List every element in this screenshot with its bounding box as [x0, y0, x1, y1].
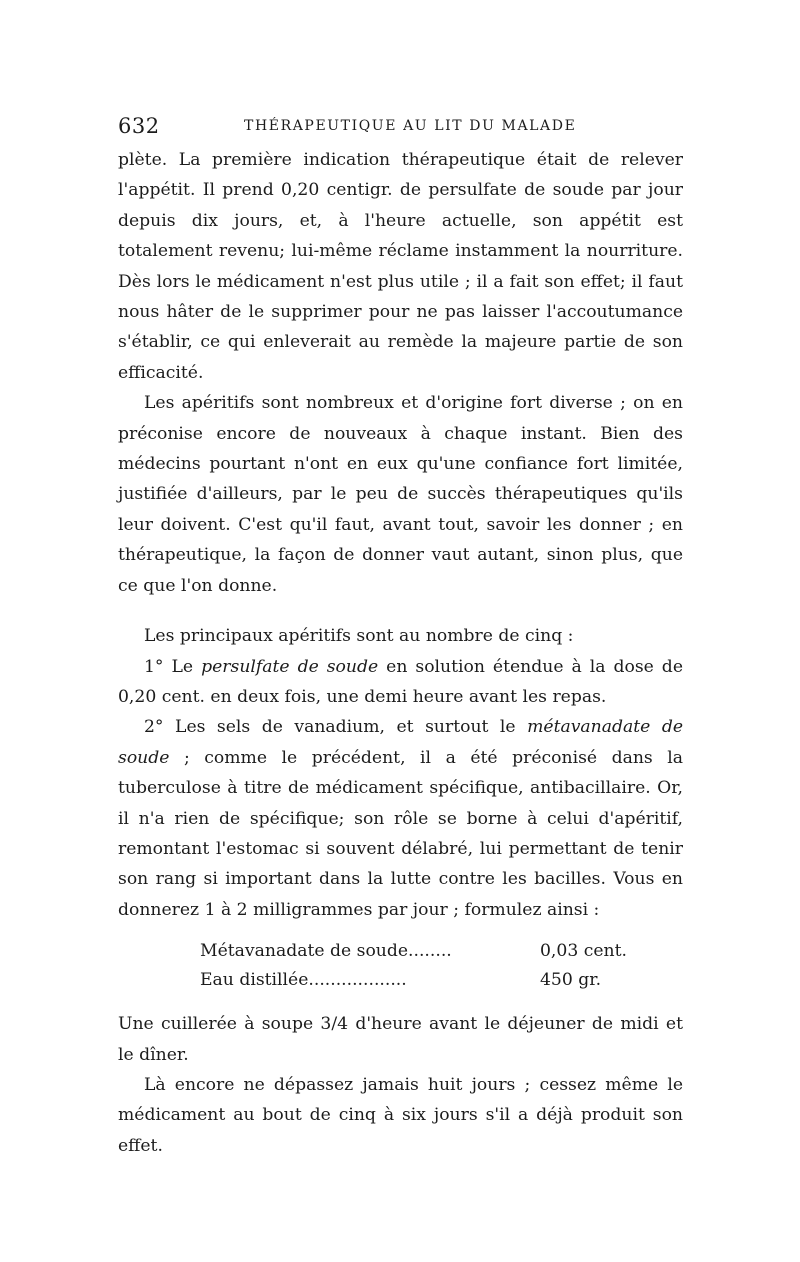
body-text	[118, 145, 683, 1161]
paragraph-5	[118, 712, 683, 925]
paragraph-7: Là encore ne dépassez jamais huit jours ; cessez même le médicament au bout de cinq à six jours s'il a déjà produit son effet.	[118, 1074, 683, 1156]
formula	[200, 937, 660, 995]
paragraph-4-prefix: 1° Le	[144, 656, 202, 677]
paragraph-4-italic: persulfate de soude	[201, 656, 379, 677]
paragraph-4-suffix: en solution étendue à la dose de 0,20 cent. en deux fois, une demi heure avant les repas.	[118, 656, 683, 707]
running-head	[118, 114, 698, 142]
formula-ingredient: Eau distillée..................	[200, 970, 407, 991]
paragraph-4	[118, 652, 683, 713]
paragraph-5-italic: métavanadate de soude	[118, 717, 683, 768]
formula-quantity: 450 gr.	[540, 970, 602, 991]
formula-ingredient: Métavanadate de soude........	[200, 941, 452, 962]
running-title: THÉRAPEUTIQUE AU LIT DU MALADE	[244, 118, 577, 134]
paragraph-2: Les apéritifs sont nombreux et d'origine fort diverse ; on en préconise encore de nouveaux à chaque instant. Bien des médecins pourtant n'ont en eux qu'une confiance fort limitée, justifiée d'ailleurs, par le peu de succès thérapeutiques qu'ils leur doivent. C'est qu'il faut, avant tout, savoir les donner ; en thérapeutique, la façon de donner vaut autant, sinon plus, que ce que l'on donne.	[118, 393, 683, 596]
paragraph-1: plète. La première indication thérapeutique était de relever l'appétit. Il prend 0,20 centigr. de persulfate de soude par jour depuis dix jours, et, à l'heure actuelle, son appétit est totalement revenu; lui-même réclame instamment la nourriture. Dès lors le médicament n'est plus utile ; il a fait son effet; il faut nous hâter de le supprimer pour ne pas laisser l'accoutumance s'établir, ce qui enleverait au remède la majeure partie de son efficacité.	[118, 150, 683, 383]
formula-quantity: 0,03 cent.	[540, 941, 627, 962]
paragraph-3: Les principaux apéritifs sont au nombre de cinq :	[144, 626, 574, 647]
page-number: 632	[118, 114, 160, 138]
formula-row	[200, 937, 660, 966]
paragraph-5-suffix: ; comme le précédent, il a été préconisé dans la tuberculose à titre de médicament spécifique, antibacillaire. Or, il n'a rien de spécifique; son rôle se borne à celui d'apéritif, remontant l'estomac si souvent délabré, lui permettant de tenir son rang si important dans la lutte contre les bacilles. Vous en donnerez 1 à 2 milligrammes par jour ; formulez ainsi :	[118, 747, 683, 920]
paragraph-5-prefix: 2° Les sels de vanadium, et surtout le	[144, 717, 528, 738]
paragraph-6: Une cuillerée à soupe 3/4 d'heure avant le déjeuner de midi et le dîner.	[118, 1014, 683, 1065]
formula-row	[200, 966, 660, 995]
